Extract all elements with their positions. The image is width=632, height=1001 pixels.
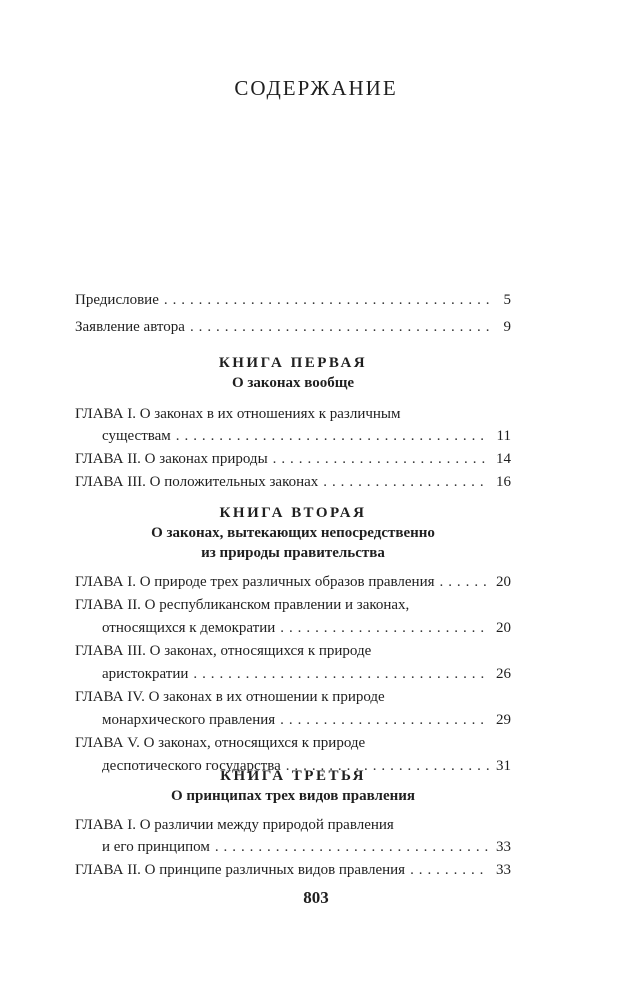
book-2-heading xyxy=(75,503,511,563)
chapter-title: ГЛАВА III. О законах, относящихся к природе xyxy=(75,643,372,659)
leader-dots xyxy=(280,617,489,640)
chapter-title: ГЛАВА III. О положительных законах xyxy=(75,474,319,490)
leader-dots xyxy=(273,448,489,471)
chapter-title-cont: деспотического государства xyxy=(102,758,281,774)
toc-entry-preface[interactable] xyxy=(75,287,511,314)
book-name: КНИГА ТРЕТЬЯ xyxy=(220,768,366,784)
chapter-3-2[interactable] xyxy=(75,859,511,882)
entry-title: Предисловие xyxy=(75,292,159,308)
chapter-2-4-line2[interactable] xyxy=(75,709,511,732)
book-name: КНИГА ПЕРВАЯ xyxy=(218,355,368,371)
chapter-2-3-line2[interactable] xyxy=(75,663,511,686)
leader-dots xyxy=(193,663,489,686)
entry-page: 20 xyxy=(496,620,511,636)
chapter-title-cont: аристократии xyxy=(102,666,189,682)
toc-entry-author-statement[interactable] xyxy=(75,314,511,341)
book-name: КНИГА ВТОРАЯ xyxy=(219,505,367,521)
chapter-title: ГЛАВА I. О различии между природой правления xyxy=(75,817,394,833)
entry-page: 33 xyxy=(496,862,511,878)
entry-page: 16 xyxy=(496,474,511,490)
chapter-title: ГЛАВА II. О законах природы xyxy=(75,451,268,467)
chapter-title: ГЛАВА I. О законах в их отношениях к различным xyxy=(75,406,401,422)
book-2-section xyxy=(75,503,511,778)
entry-page: 11 xyxy=(496,428,511,444)
chapter-1-1-line1[interactable] xyxy=(75,404,511,425)
entry-page: 5 xyxy=(503,292,511,308)
chapter-title: ГЛАВА II. О республиканском правлении и законах, xyxy=(75,597,410,613)
entry-page: 33 xyxy=(496,839,511,855)
chapter-2-3-line1[interactable] xyxy=(75,640,511,663)
chapter-title: ГЛАВА V. О законах, относящихся к природе xyxy=(75,735,366,751)
chapter-title-cont: и его принципом xyxy=(102,839,210,855)
chapter-1-1-line2[interactable] xyxy=(75,425,511,448)
chapter-3-1-line1[interactable] xyxy=(75,815,511,836)
entry-page: 31 xyxy=(496,758,511,774)
leader-dots xyxy=(190,314,489,341)
book-1-heading xyxy=(75,353,511,393)
book-subtitle: О законах вообще xyxy=(231,375,355,391)
leader-dots xyxy=(410,859,489,882)
chapter-2-5-line1[interactable] xyxy=(75,732,511,755)
chapter-1-3[interactable] xyxy=(75,471,511,494)
book-subtitle: О принципах трех видов правления xyxy=(170,788,416,804)
entry-title: Заявление автора xyxy=(75,319,185,335)
book-subtitle-line1: О законах, вытекающих непосредственно xyxy=(151,525,435,541)
book-3-section xyxy=(75,766,511,882)
chapter-title-cont: существам xyxy=(102,428,171,444)
front-matter xyxy=(75,287,511,341)
entry-page: 14 xyxy=(496,451,511,467)
entry-page: 20 xyxy=(496,574,511,590)
leader-dots xyxy=(164,287,489,314)
leader-dots xyxy=(215,836,489,859)
chapter-title-cont: относящихся к демократии xyxy=(102,620,276,636)
leader-dots xyxy=(440,571,489,594)
entry-page: 29 xyxy=(496,712,511,728)
leader-dots xyxy=(323,471,489,494)
chapter-2-2-line2[interactable] xyxy=(75,617,511,640)
chapter-title: ГЛАВА II. О принципе различных видов правления xyxy=(75,862,406,878)
chapter-2-2-line1[interactable] xyxy=(75,594,511,617)
entry-page: 9 xyxy=(503,319,511,335)
chapter-2-1[interactable] xyxy=(75,571,511,594)
chapter-1-2[interactable] xyxy=(75,448,511,471)
chapter-title: ГЛАВА IV. О законах в их отношении к природе xyxy=(75,689,385,705)
chapter-2-4-line1[interactable] xyxy=(75,686,511,709)
book-1-section xyxy=(75,353,511,494)
leader-dots xyxy=(176,425,489,448)
entry-page: 26 xyxy=(496,666,511,682)
book-3-heading xyxy=(75,766,511,806)
page-title: СОДЕРЖАНИЕ xyxy=(234,76,398,100)
leader-dots xyxy=(280,709,489,732)
book-subtitle-line2: из природы правительства xyxy=(201,545,385,561)
chapter-title: ГЛАВА I. О природе трех различных образов правления xyxy=(75,574,435,590)
page-number: 803 xyxy=(303,888,329,907)
chapter-title-cont: монархического правления xyxy=(102,712,276,728)
chapter-3-1-line2[interactable] xyxy=(75,836,511,859)
